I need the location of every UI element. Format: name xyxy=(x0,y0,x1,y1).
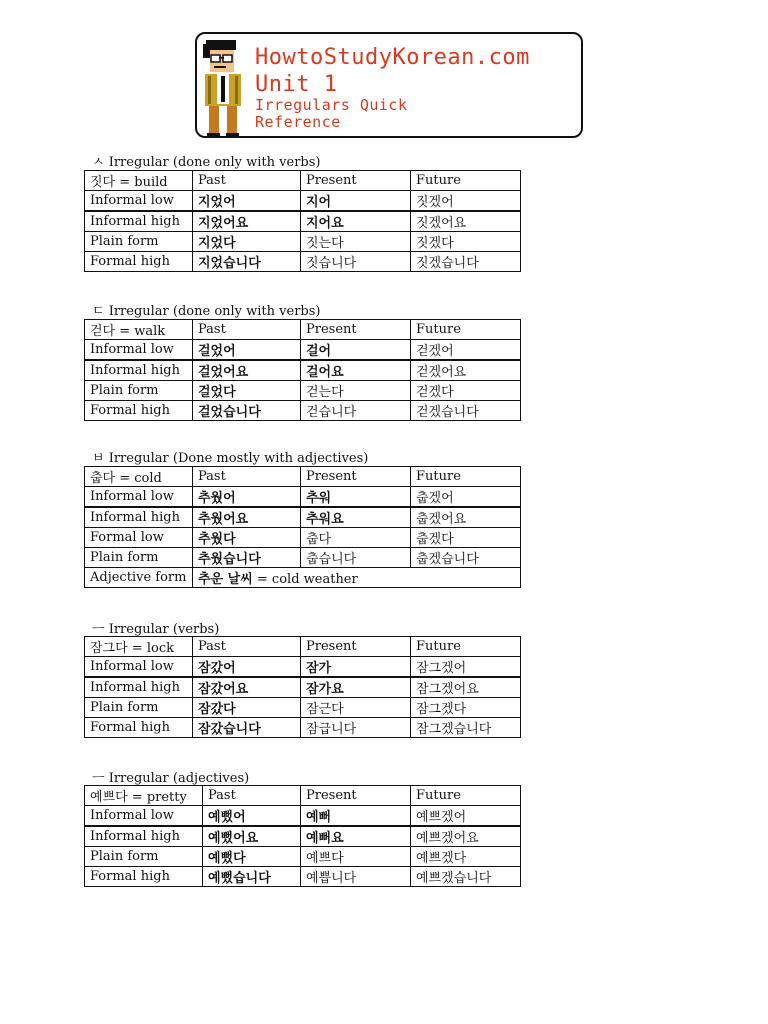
form-label-cell: Informal high xyxy=(85,826,203,847)
verb-definition-cell: 춥다 = cold xyxy=(85,467,193,487)
table-row xyxy=(85,507,521,528)
table-row xyxy=(85,718,521,738)
present-form-cell: 걷습니다 xyxy=(301,401,411,421)
present-form-cell: 지어 xyxy=(301,191,411,212)
column-header-past: Past xyxy=(193,171,301,191)
past-form-cell: 걸었어 xyxy=(193,340,301,361)
table-row xyxy=(85,232,521,252)
table-row xyxy=(85,211,521,232)
column-header-present: Present xyxy=(301,320,411,340)
form-label-cell: Informal low xyxy=(85,806,203,827)
table-row xyxy=(85,340,521,361)
form-label-cell: Formal high xyxy=(85,718,193,738)
past-form-cell: 지었어 xyxy=(193,191,301,212)
future-form-cell: 걷겠습니다 xyxy=(411,401,521,421)
verb-definition-cell: 예쁘다 = pretty xyxy=(85,786,203,806)
future-form-cell: 춥겠다 xyxy=(411,528,521,548)
present-form-cell: 예쁘다 xyxy=(301,847,411,867)
site-name: HowtoStudyKorean.com xyxy=(255,45,530,70)
present-form-cell: 잠가요 xyxy=(301,677,411,698)
past-form-cell: 지었습니다 xyxy=(193,252,301,272)
past-form-cell: 걸었습니다 xyxy=(193,401,301,421)
future-form-cell: 잠그겠어 xyxy=(411,657,521,678)
future-form-cell: 예쁘겠다 xyxy=(411,847,521,867)
past-form-cell: 잠갔습니다 xyxy=(193,718,301,738)
future-form-cell: 잠그겠습니다 xyxy=(411,718,521,738)
future-form-cell: 예쁘겠어요 xyxy=(411,826,521,847)
column-header-future: Future xyxy=(411,467,521,487)
present-form-cell: 걸어 xyxy=(301,340,411,361)
past-form-cell: 지었다 xyxy=(193,232,301,252)
table-row xyxy=(85,826,521,847)
form-label-cell: Informal low xyxy=(85,487,193,508)
present-form-cell: 짓는다 xyxy=(301,232,411,252)
adjective-gloss: = cold weather xyxy=(252,572,358,587)
column-header-past: Past xyxy=(193,320,301,340)
table-header-row xyxy=(85,320,521,340)
form-label-cell: Adjective form xyxy=(85,568,193,588)
section-title-bieup-irregular: ㅂ Irregular (Done mostly with adjectives) xyxy=(92,451,369,466)
future-form-cell: 짓겠다 xyxy=(411,232,521,252)
future-form-cell: 예쁘겠습니다 xyxy=(411,867,521,887)
column-header-present: Present xyxy=(301,171,411,191)
future-form-cell: 잠그겠다 xyxy=(411,698,521,718)
present-form-cell: 예쁩니다 xyxy=(301,867,411,887)
future-form-cell: 걷겠다 xyxy=(411,381,521,401)
future-form-cell: 짓겠어요 xyxy=(411,211,521,232)
form-label-cell: Informal low xyxy=(85,191,193,212)
table-header-row xyxy=(85,171,521,191)
past-form-cell: 예뻤어 xyxy=(203,806,301,827)
table-row xyxy=(85,401,521,421)
conjugation-table-eu-adjectives xyxy=(84,785,521,887)
adjective-example-cell xyxy=(193,568,521,588)
form-label-cell: Informal high xyxy=(85,211,193,232)
past-form-cell: 예뻤다 xyxy=(203,847,301,867)
past-form-cell: 잠갔다 xyxy=(193,698,301,718)
past-form-cell: 추웠다 xyxy=(193,528,301,548)
section-title-siot-irregular: ㅅ Irregular (done only with verbs) xyxy=(92,155,321,170)
present-form-cell: 짓습니다 xyxy=(301,252,411,272)
column-header-future: Future xyxy=(411,786,521,806)
form-label-cell: Formal low xyxy=(85,528,193,548)
present-form-cell: 잠근다 xyxy=(301,698,411,718)
past-form-cell: 잠갔어요 xyxy=(193,677,301,698)
present-form-cell: 예뻐 xyxy=(301,806,411,827)
past-form-cell: 추웠어 xyxy=(193,487,301,508)
subtitle-line-1: Irregulars Quick xyxy=(255,96,408,114)
form-label-cell: Plain form xyxy=(85,548,193,568)
table-row xyxy=(85,867,521,887)
column-header-past: Past xyxy=(193,467,301,487)
table-header-row xyxy=(85,786,521,806)
form-label-cell: Formal high xyxy=(85,252,193,272)
conjugation-table-eu-verbs xyxy=(84,636,521,738)
column-header-past: Past xyxy=(203,786,301,806)
table-header-row xyxy=(85,637,521,657)
table-header-row xyxy=(85,467,521,487)
past-form-cell: 추웠습니다 xyxy=(193,548,301,568)
past-form-cell: 지었어요 xyxy=(193,211,301,232)
form-label-cell: Informal high xyxy=(85,507,193,528)
present-form-cell: 걷는다 xyxy=(301,381,411,401)
table-row xyxy=(85,657,521,678)
unit-title: Unit 1 xyxy=(255,72,338,97)
future-form-cell: 춥겠어 xyxy=(411,487,521,508)
subtitle-line-2: Reference xyxy=(255,113,341,131)
adjective-korean: 추운 날씨 xyxy=(198,572,253,587)
table-row xyxy=(85,677,521,698)
section-title-eu-irregular-verbs: ㅡ Irregular (verbs) xyxy=(92,622,220,637)
table-row xyxy=(85,528,521,548)
past-form-cell: 잠갔어 xyxy=(193,657,301,678)
past-form-cell: 추웠어요 xyxy=(193,507,301,528)
future-form-cell: 춥겠습니다 xyxy=(411,548,521,568)
future-form-cell: 예쁘겠어 xyxy=(411,806,521,827)
column-header-present: Present xyxy=(301,637,411,657)
column-header-present: Present xyxy=(301,786,411,806)
present-form-cell: 지어요 xyxy=(301,211,411,232)
present-form-cell: 춥다 xyxy=(301,528,411,548)
conjugation-table-siot xyxy=(84,170,521,272)
present-form-cell: 추워요 xyxy=(301,507,411,528)
future-form-cell: 걷겠어 xyxy=(411,340,521,361)
table-row xyxy=(85,548,521,568)
table-row xyxy=(85,847,521,867)
table-row xyxy=(85,381,521,401)
verb-definition-cell: 잠그다 = lock xyxy=(85,637,193,657)
form-label-cell: Informal low xyxy=(85,340,193,361)
column-header-past: Past xyxy=(193,637,301,657)
form-label-cell: Formal high xyxy=(85,401,193,421)
column-header-future: Future xyxy=(411,320,521,340)
column-header-future: Future xyxy=(411,637,521,657)
table-row xyxy=(85,698,521,718)
future-form-cell: 잠그겠어요 xyxy=(411,677,521,698)
form-label-cell: Plain form xyxy=(85,698,193,718)
present-form-cell: 예뻐요 xyxy=(301,826,411,847)
mascot-character-icon xyxy=(200,38,246,138)
conjugation-table-bieup xyxy=(84,466,521,588)
future-form-cell: 짓겠어 xyxy=(411,191,521,212)
table-row xyxy=(85,487,521,508)
form-label-cell: Informal low xyxy=(85,657,193,678)
verb-definition-cell: 짓다 = build xyxy=(85,171,193,191)
form-label-cell: Plain form xyxy=(85,232,193,252)
verb-definition-cell: 걷다 = walk xyxy=(85,320,193,340)
table-row xyxy=(85,806,521,827)
form-label-cell: Plain form xyxy=(85,847,203,867)
site-header-banner xyxy=(195,32,583,138)
section-title-digeut-irregular: ㄷ Irregular (done only with verbs) xyxy=(92,304,321,319)
past-form-cell: 걸었다 xyxy=(193,381,301,401)
past-form-cell: 예뻤어요 xyxy=(203,826,301,847)
form-label-cell: Formal high xyxy=(85,867,203,887)
table-row xyxy=(85,360,521,381)
adjective-form-row xyxy=(85,568,521,588)
form-label-cell: Informal high xyxy=(85,360,193,381)
conjugation-table-digeut xyxy=(84,319,521,421)
present-form-cell: 걸어요 xyxy=(301,360,411,381)
future-form-cell: 춥겠어요 xyxy=(411,507,521,528)
present-form-cell: 추워 xyxy=(301,487,411,508)
future-form-cell: 짓겠습니다 xyxy=(411,252,521,272)
form-label-cell: Plain form xyxy=(85,381,193,401)
table-row xyxy=(85,252,521,272)
present-form-cell: 춥습니다 xyxy=(301,548,411,568)
form-label-cell: Informal high xyxy=(85,677,193,698)
column-header-present: Present xyxy=(301,467,411,487)
past-form-cell: 예뻤습니다 xyxy=(203,867,301,887)
column-header-future: Future xyxy=(411,171,521,191)
past-form-cell: 걸었어요 xyxy=(193,360,301,381)
present-form-cell: 잠급니다 xyxy=(301,718,411,738)
future-form-cell: 걷겠어요 xyxy=(411,360,521,381)
present-form-cell: 잠가 xyxy=(301,657,411,678)
section-title-eu-irregular-adjectives: ㅡ Irregular (adjectives) xyxy=(92,771,250,786)
table-row xyxy=(85,191,521,212)
